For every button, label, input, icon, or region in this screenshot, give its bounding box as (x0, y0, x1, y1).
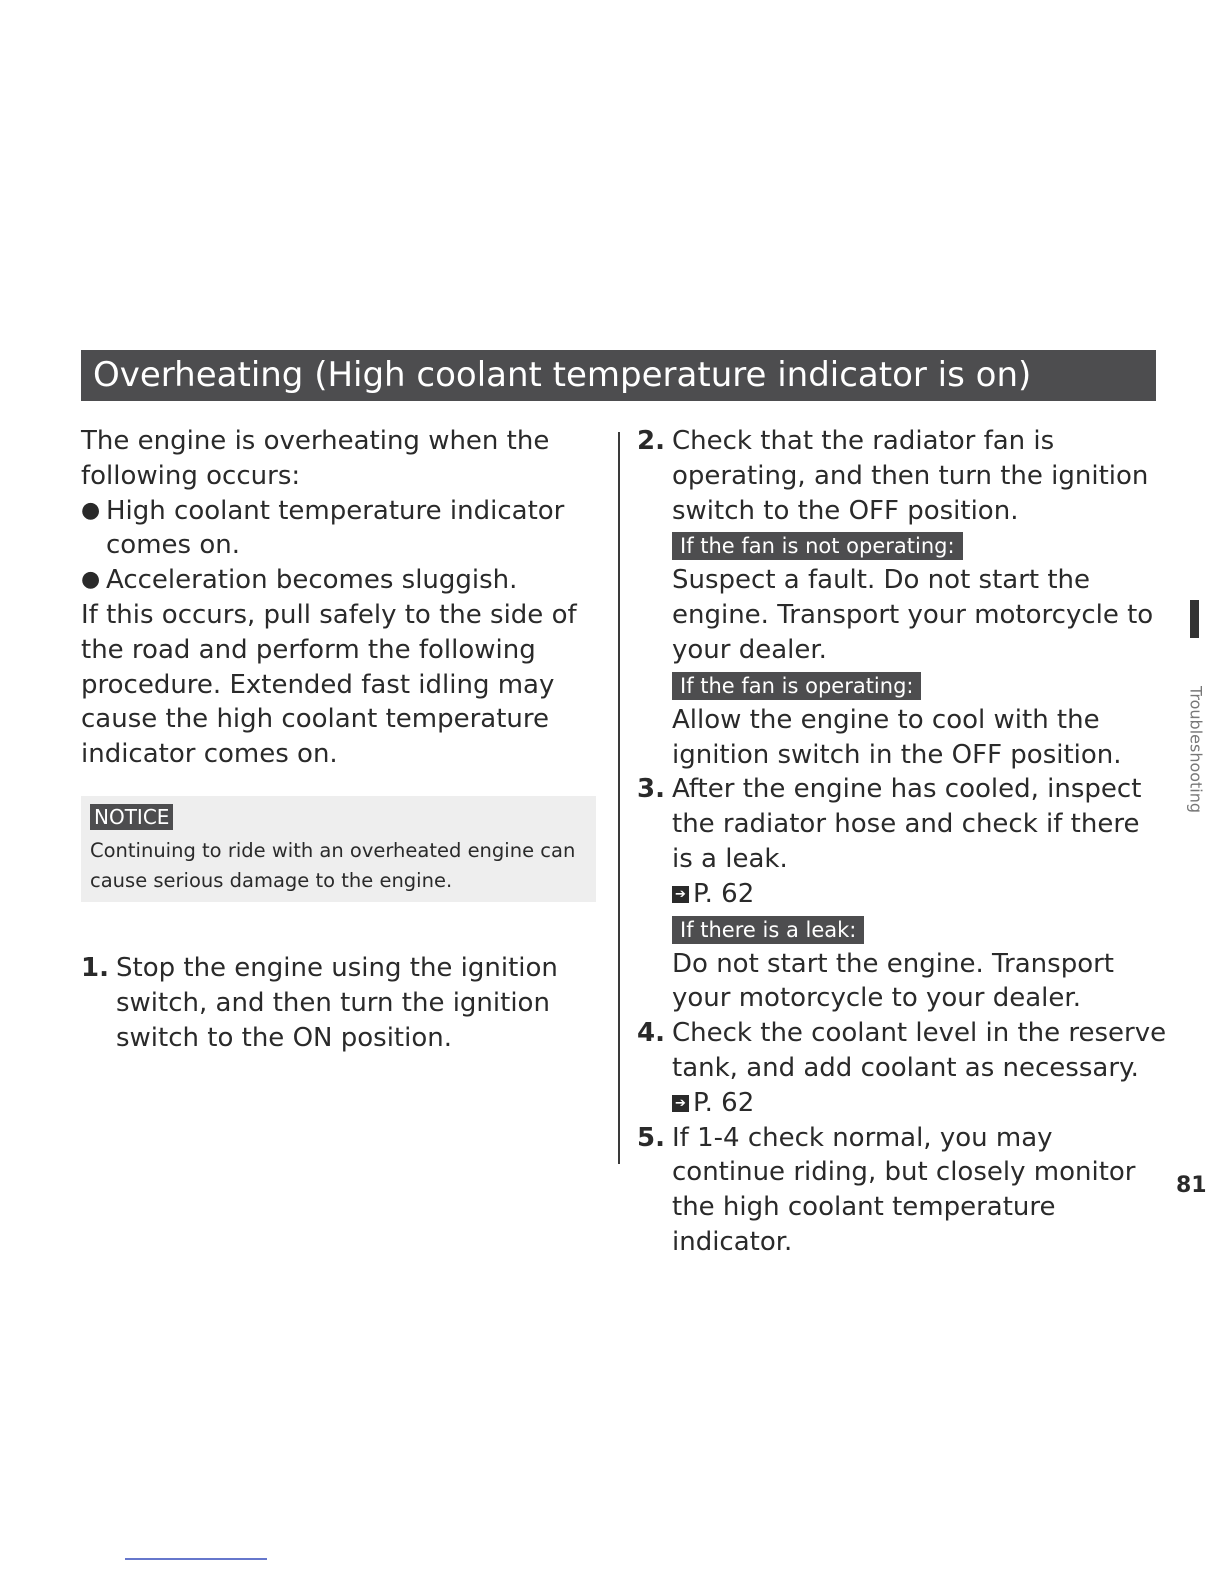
step-2 (637, 424, 1167, 772)
bullet-dot-icon: ● (81, 497, 101, 523)
step-text: If 1-4 check normal, you may continue riding, but closely monitor the high coolant temperature indicator. (672, 1122, 1136, 1257)
step-text: Check the coolant level in the reserve tank, and add coolant as necessary. (672, 1018, 1167, 1083)
bullet-text: High coolant temperature indicator comes on. (106, 495, 565, 561)
step-text: Stop the engine using the ignition switch, and then turn the ignition switch to the ON position. (116, 952, 558, 1053)
left-column (81, 424, 601, 1055)
step-number: 5. (637, 1122, 665, 1153)
bullet-item (81, 563, 601, 598)
step-number: 4. (637, 1018, 665, 1049)
notice-text: Continuing to ride with an overheated engine can cause serious damage to the engine. (90, 838, 576, 892)
bullet-dot-icon: ● (81, 567, 101, 593)
reference-text: P. 62 (693, 878, 755, 909)
procedure-paragraph: If this occurs, pull safely to the side of the road and perform the following procedure. Extended fast idling may cause the high coolant temperature indicator comes on. (81, 599, 577, 770)
column-divider (618, 432, 620, 1164)
case-text: Allow the engine to cool with the ignition switch in the OFF position. (672, 704, 1122, 770)
bullet-text: Acceleration becomes sluggish. (106, 565, 518, 596)
case-label: If the fan is operating: (672, 672, 921, 700)
chapter-tab-marker (1190, 600, 1199, 638)
page-reference-link[interactable] (672, 877, 1167, 912)
step-number: 2. (637, 426, 665, 456)
section-title: Overheating (High coolant temperature indicator is on) (81, 350, 1156, 401)
chapter-side-label: Troubleshooting (1186, 685, 1206, 814)
notice-box (81, 796, 596, 902)
reference-arrow-icon: ➔ (672, 1095, 689, 1112)
page-reference-link[interactable] (672, 1086, 1167, 1121)
step-5 (637, 1121, 1167, 1260)
case-label: If the fan is not operating: (672, 532, 963, 560)
step-1 (81, 951, 601, 1055)
step-text: Check that the radiator fan is operating, and then turn the ignition switch to the OFF position. (672, 426, 1149, 526)
footer-rule (125, 1558, 267, 1560)
step-text: After the engine has cooled, inspect the radiator hose and check if there is a leak. (672, 774, 1142, 874)
step-3 (637, 772, 1167, 1016)
step-number: 3. (637, 774, 665, 805)
case-label: If there is a leak: (672, 916, 864, 944)
bullet-item (81, 494, 601, 564)
page-number: 81 (1176, 1173, 1207, 1198)
case-text: Do not start the engine. Transport your motorcycle to your dealer. (672, 948, 1114, 1014)
step-4 (637, 1016, 1167, 1120)
reference-arrow-icon: ➔ (672, 886, 689, 903)
intro-text: The engine is overheating when the following occurs: (81, 426, 550, 491)
notice-label: NOTICE (90, 804, 173, 830)
step-number: 1. (81, 952, 109, 983)
right-column (637, 424, 1167, 1260)
case-text: Suspect a fault. Do not start the engine. Transport your motorcycle to your dealer. (672, 565, 1154, 665)
reference-text: P. 62 (693, 1087, 755, 1118)
